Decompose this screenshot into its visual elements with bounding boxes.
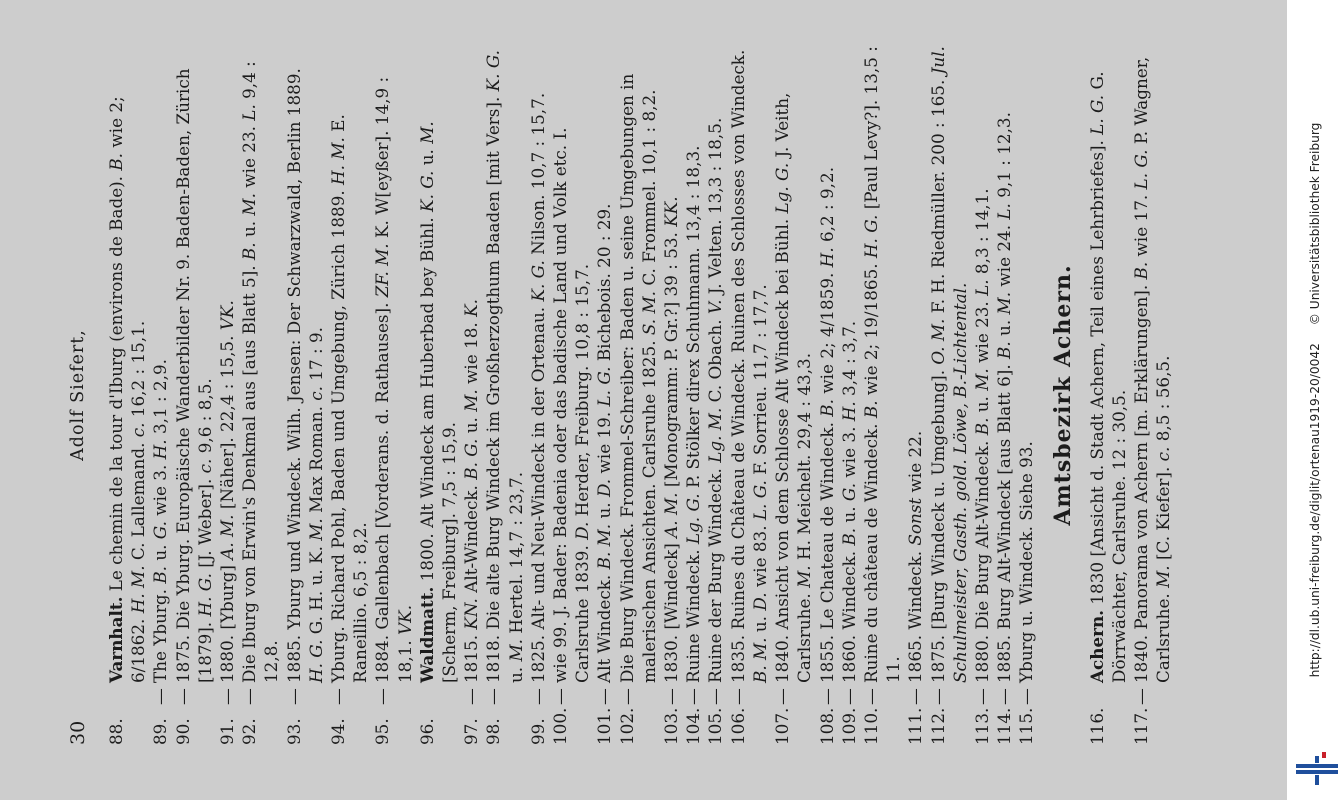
section-heading: Amtsbezirk Achern.: [1049, 264, 1076, 526]
rotated-page-content: [23, 15, 1263, 785]
entry-number: 116.: [1086, 707, 1107, 745]
entry-number: 107.: [772, 707, 793, 745]
catalog-entry: [838, 45, 860, 745]
entry-text: 1835. Ruines du Château de Windeck. Ruinen des Schlosses von Windeck. B. M. u. D. wie 83. L. G. F. Sorrieu. 11,7 : 17,7.: [727, 49, 770, 683]
entry-number: 97.: [461, 718, 482, 745]
catalog-entry: [704, 45, 726, 745]
catalog-entry: [771, 45, 815, 745]
entry-number: 91.: [217, 718, 238, 745]
entry-ditto-dash: —: [172, 688, 193, 705]
entry-number: 93.: [283, 718, 304, 745]
catalog-entry: [682, 45, 704, 745]
copyright-notice: © Universitätsbibliothek Freiburg: [1308, 122, 1322, 326]
entry-text: Ruine Windeck. Lg. G. P. Stölker direx Schuhmann. 13,4 : 18,3.: [683, 145, 704, 683]
entry-text: Achern. 1830 [Ansicht d. Stadt Achern, Teil eines Lehrbriefes]. L. G. G. Dörrwächter, Carlsruhe. 12 : 30,5.: [1086, 71, 1129, 683]
catalog-entry: [371, 45, 415, 745]
catalog-entry: [1015, 45, 1037, 745]
entry-ditto-dash: —: [927, 688, 948, 705]
catalog-entry: [816, 45, 838, 745]
entry-text: Waldmatt. 1800. Alt Windeck am Huberbad bey Bühl. K. G. u. M. [Scherm, Freiburg]. 7,5 : 15,9.: [416, 121, 460, 683]
catalog-entry: [172, 45, 216, 745]
entry-ditto-dash: [105, 683, 149, 705]
entry-ditto-dash: —: [283, 688, 304, 705]
entry-number: 89.: [150, 718, 171, 745]
catalog-entry: [149, 45, 171, 745]
catalog-entries-achern: [1086, 45, 1175, 745]
entry-number: 113.: [971, 707, 992, 745]
entry-text: 1880. Die Burg Alt-Windeck. B. u. M. wie 23. L. 8,3 : 14,1.: [971, 188, 992, 683]
entry-ditto-dash: —: [772, 688, 793, 705]
entry-text: Die Iburg von Erwin's Denkmal aus [aus Blatt 5]. B. u. M. wie 23. L. 9,4 : 12,8.: [239, 61, 282, 683]
entry-text: The Yburg. B. u. G. wie 3. H. 3,1 : 2,9.: [150, 359, 171, 683]
entry-text: Varnhalt. Le chemin de la tour d'Iburg (environs de Bade). B. wie 2; 6/1862. H. M. C. Lallemand. c. 16,2 : 15,1.: [106, 96, 149, 683]
entry-text: 1884. Gallenbach [Vorderans. d. Rathauses]. ZF. M. K. W[eyßer]. 14,9 : 18,1. VK.: [372, 76, 415, 683]
catalog-entry: [216, 45, 238, 745]
entry-text: 1860. Windeck. B. u. G. wie 3. H. 3,4 : 3,7.: [838, 320, 859, 683]
entry-ditto-dash: —: [483, 688, 504, 705]
sidebar-text: [1306, 0, 1324, 800]
entry-text: 1840. Ansicht von dem Schlosse Alt Windeck bei Bühl. Lg. G. J. Veith, Carlsruhe. M. H. Meichelt. 29,4 : 43,3.: [772, 92, 815, 683]
entry-text: 1830. [Windeck] A. M. [Monogramm: P. Gr.?] 39 : 53. KK.: [661, 196, 682, 683]
entry-ditto-dash: —: [816, 688, 837, 705]
entry-ditto-dash: —: [727, 688, 748, 705]
entry-ditto-dash: —: [860, 688, 881, 705]
source-url-link[interactable]: http://dl.ub.uni-freiburg.de/diglit/ortenau1919-20/0042: [1308, 343, 1322, 678]
entry-ditto-dash: [1086, 683, 1130, 705]
entry-number: 99.: [527, 718, 548, 745]
entry-number: 114.: [994, 707, 1015, 745]
catalog-entry: [283, 45, 327, 745]
library-logo-icon: [1296, 750, 1338, 786]
catalog-entry: [416, 45, 460, 745]
entry-ditto-dash: —: [838, 688, 859, 705]
catalog-entry: [860, 45, 904, 745]
entry-number: 108.: [816, 707, 837, 745]
entry-number: 102.: [616, 707, 637, 745]
entry-number: 111.: [905, 707, 926, 745]
catalog-entry: [727, 45, 771, 745]
entry-number: 103.: [661, 707, 682, 745]
entry-number: 98.: [483, 718, 504, 745]
entry-text: Yburg u. Windeck. Siehe 93.: [1016, 441, 1037, 683]
entry-number: 104.: [683, 707, 704, 745]
catalog-entry: [460, 45, 482, 745]
page-header: [63, 45, 97, 745]
catalog-entry: [1130, 45, 1174, 745]
entry-ditto-dash: —: [616, 688, 637, 705]
entry-text: 1840. Panorama von Achern [m. Erklärungen]. B. wie 17. L. G. P. Wagner, Carlsruhe. M. [C. Kiefer]. c. 8,5 : 56,5.: [1131, 56, 1174, 683]
entry-ditto-dash: —: [905, 688, 926, 705]
entry-number: 109.: [838, 707, 859, 745]
catalog-entry: [927, 45, 971, 745]
entry-number: 92.: [239, 718, 260, 745]
catalog-entry: [593, 45, 615, 745]
entry-text: 1875. Die Yburg. Europäische Wanderbilder Nr. 9. Baden-Baden, Zürich [1879]. H. G. [J. Weber]. c. 9,6 : 8,5.: [172, 68, 215, 683]
entry-ditto-dash: —: [705, 688, 726, 705]
catalog-entry: [527, 45, 549, 745]
entry-text: 1855. Le Chateau de Windeck. B. wie 2; 4/1859. H. 6,2 : 9,2.: [816, 166, 837, 683]
entry-text: 1875. [Burg Windeck u. Umgebung]. O. M. F. H. Riedmüller. 200 : 165. Jul. Schulmeister, Gasth. gold. Löwe, B.-Lichtental.: [927, 46, 970, 683]
entry-number: 96.: [416, 718, 437, 745]
catalog-entry: [482, 45, 526, 745]
entry-ditto-dash: —: [328, 688, 349, 705]
entry-ditto-dash: —: [971, 688, 992, 705]
entry-ditto-dash: —: [1016, 688, 1037, 705]
entry-ditto-dash: —: [683, 688, 704, 705]
entry-number: 101.: [594, 707, 615, 745]
entry-ditto-dash: —: [461, 688, 482, 705]
entry-ditto-dash: —: [994, 688, 1015, 705]
entry-text: Yburg. Richard Pohl, Baden und Umgebung, Zürich 1889. H. M. E. Raneillio. 6,5 : 8,2.: [328, 114, 371, 683]
catalog-entry: [616, 45, 660, 745]
catalog-entry: [327, 45, 371, 745]
entry-number: 94.: [328, 718, 349, 745]
entry-number: 90.: [172, 718, 193, 745]
entry-text: 1880. [Yburg] A. M. [Näher]. 22,4 : 15,5. VK.: [217, 300, 238, 683]
library-sidebar: [1287, 0, 1344, 800]
running-head: Adolf Siefert,: [68, 329, 88, 461]
catalog-entry: [971, 45, 993, 745]
entry-number: 112.: [927, 707, 948, 745]
entry-text: 1818. Die alte Burg Windeck im Großherzogthum Baaden [mit Vers]. K. G. u. M. Hertel. 14,7 : 23,7.: [483, 50, 526, 683]
entry-ditto-dash: —: [527, 688, 548, 705]
entry-ditto-dash: —: [594, 688, 615, 705]
entry-text: 1815. KN. Alt-Windeck. B. G. u. M. wie 18. K.: [461, 299, 482, 683]
entry-ditto-dash: —: [661, 688, 682, 705]
entry-number: 95.: [372, 718, 393, 745]
catalog-entry: [238, 45, 282, 745]
page-number: 30: [67, 720, 89, 745]
entry-ditto-dash: —: [1131, 688, 1152, 705]
entry-ditto-dash: —: [239, 688, 260, 705]
catalog-entry: [1086, 45, 1130, 745]
catalog-entry: [105, 45, 149, 745]
entry-number: 115.: [1016, 707, 1037, 745]
entry-ditto-dash: —: [550, 688, 571, 705]
entry-number: 117.: [1131, 707, 1152, 745]
entry-number: 106.: [727, 707, 748, 745]
catalog-entry: [660, 45, 682, 745]
catalog-entry: [993, 45, 1015, 745]
catalog-entries: [105, 45, 1038, 745]
entry-text: Alt Windeck. B. M. u. D. wie 19. L. G. Bichebois. 20 : 29.: [594, 203, 615, 683]
entry-text: 1865. Windeck. Sonst wie 22.: [905, 430, 926, 683]
entry-number: 105.: [705, 707, 726, 745]
entry-text: 1885. Burg Alt-Windeck [aus Blatt 6]. B. u. M. wie 24. L. 9,1 : 12,3.: [994, 112, 1015, 683]
entry-number: 110.: [860, 707, 881, 745]
entry-ditto-dash: —: [217, 688, 238, 705]
entry-text: 1825. Alt- und Neu-Windeck in der Ortenau. K. G. Nilson. 10,7 : 15,7.: [527, 92, 548, 683]
entry-text: Ruine der Burg Windeck. Lg. M. C. Obach. V. J. Velten. 13,3 : 18,5.: [705, 117, 726, 683]
catalog-entry: [549, 45, 593, 745]
entry-ditto-dash: [416, 683, 460, 705]
entry-number: 88.: [106, 718, 126, 745]
entry-text: wie 99. J. Bader: Badenia oder das badische Land und Volk etc. I. Carlsruhe 1839. D. Herder, Freiburg. 10,8 : 15,7.: [550, 127, 593, 683]
entry-text: Die Burg Windeck. Frommel-Schreiber: Baden u. seine Umgebungen in malerischen Ansichten. Carlsruhe 1825. S. M. C. Frommel. 10,1 : 8,2.: [616, 73, 659, 683]
entry-ditto-dash: —: [372, 688, 393, 705]
entry-text: 1885. Yburg und Windeck. Wilh. Jensen: Der Schwarzwald, Berlin 1889. H. G. G. H. u. K. M. Max Roman. c. 17 : 9.: [283, 68, 326, 683]
entry-text: Ruine du château de Windeck. B. wie 2; 19/1865. H. G. [Paul Levy?]. 13,5 : 11.: [860, 46, 904, 683]
entry-number: 100.: [550, 707, 571, 745]
catalog-entry: [904, 45, 926, 745]
entry-ditto-dash: —: [150, 688, 171, 705]
